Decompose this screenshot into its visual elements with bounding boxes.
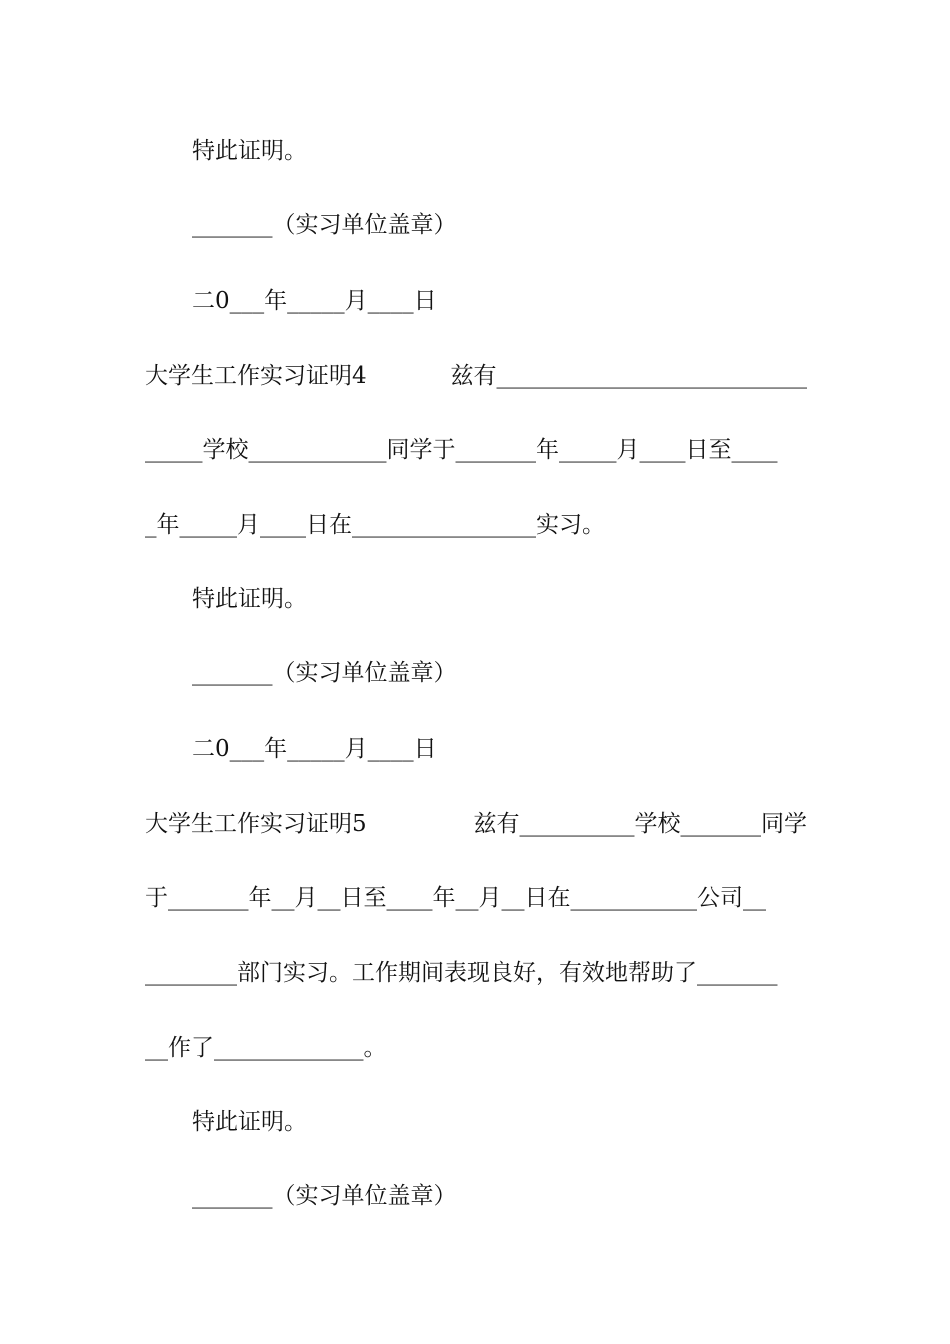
cert4-body-3: _年_____月____日在________________实习。 [145,512,605,538]
seal-line-3: _______（实习单位盖章） [192,1183,457,1209]
cert4-body-1: 兹有___________________________ [450,363,807,389]
cert5-body-3: ________部门实习。工作期间表现良好，有效地帮助了_______ [145,960,778,986]
cert5-body-2: 于_______年__月__日至____年__月__日在___________公司__ [145,885,766,911]
cert5-body-4: __作了_____________。 [145,1035,387,1061]
cert5-body-1: 兹有__________学校_______同学 [473,811,807,837]
cert4-body-2: _____学校____________同学于_______年_____月____日至____ [145,437,778,463]
certify-text-1: 特此证明。 [192,138,307,164]
cert5-heading-row [145,806,807,842]
cert5-heading: 大学生工作实习证明5 [145,811,367,837]
certify-text-3: 特此证明。 [192,1109,307,1135]
seal-line-1: _______（实习单位盖章） [192,212,457,238]
date-line-1: 二0___年_____月____日 [192,288,437,314]
seal-line-2: _______（实习单位盖章） [192,660,457,686]
cert4-heading-row [145,358,807,394]
date-line-2: 二0___年_____月____日 [192,736,437,762]
cert4-heading: 大学生工作实习证明4 [145,363,367,389]
certify-text-2: 特此证明。 [192,586,307,612]
